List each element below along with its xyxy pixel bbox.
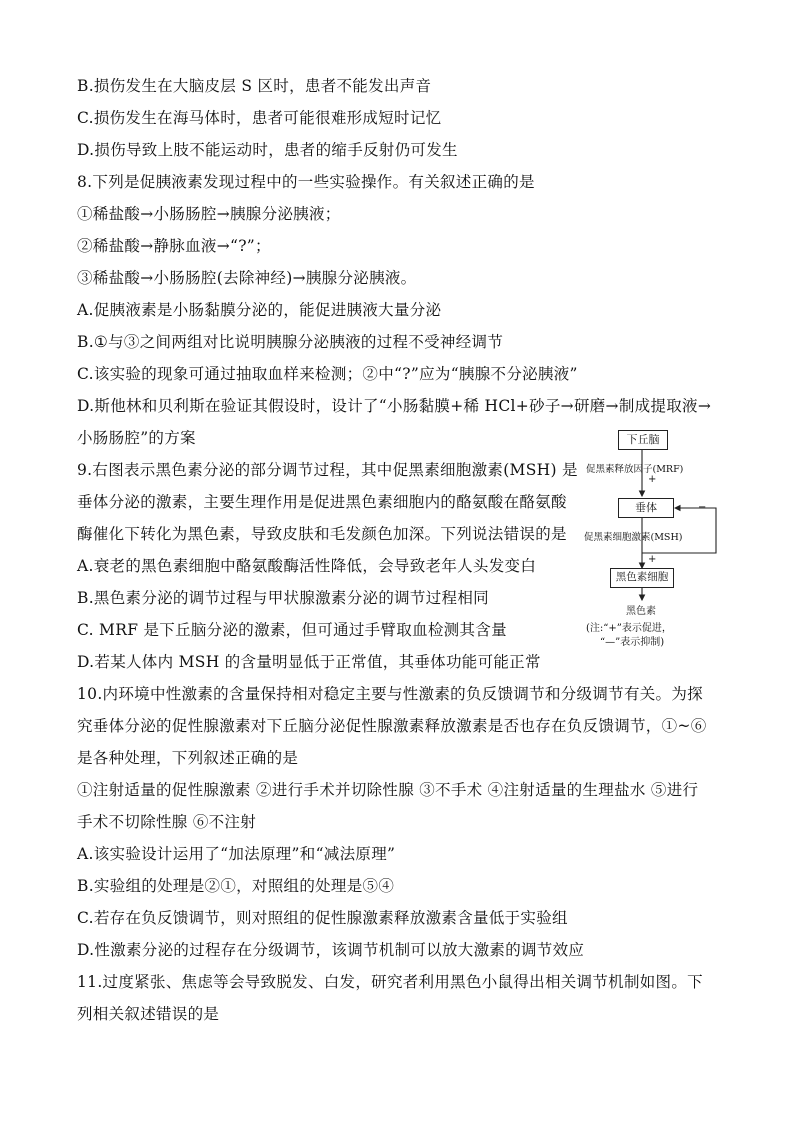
option-8a: A.促胰液素是小肠黏膜分泌的，能促进胰液大量分泌 (77, 301, 442, 319)
question-11-stem: 11.过度紧张、焦虑等会导致脱发、白发，研究者利用黑色小鼠得出相关调节机制如图。下 (77, 973, 703, 991)
text-line-2: C.损伤发生在海马体时，患者可能很难形成短时记忆 (77, 109, 442, 127)
treatments: ①注射适量的促性腺激素 ②进行手术并切除性腺 ③不手术 ④注射适量的生理盐水 ⑤进行 (77, 781, 699, 799)
question-9-stem-3: 酶催化下转化为黑色素，导致皮肤和毛发颜色加深。下列说法错误的是 (77, 525, 567, 543)
option-8b: B.①与③之间两组对比说明胰腺分泌胰液的过程不受神经调节 (77, 333, 504, 351)
plus-sign-1: + (648, 474, 657, 485)
plus-sign-2: + (648, 554, 657, 565)
procedure-2: ②稀盐酸→静脉血液→“?”； (77, 237, 271, 255)
question-10-stem: 10.内环境中性激素的含量保持相对稳定主要与性激素的负反馈调节和分级调节有关。为探 (77, 685, 703, 703)
text-line-1: B.损伤发生在大脑皮层 S 区时，患者不能发出声音 (77, 77, 432, 95)
box-melanocyte: 黑色素细胞 (610, 568, 674, 588)
option-10b: B.实验组的处理是②①，对照组的处理是⑤④ (77, 877, 395, 895)
minus-sign: − (698, 502, 707, 513)
question-8-stem: 8.下列是促胰液素发现过程中的一些实验操作。有关叙述正确的是 (77, 173, 535, 191)
option-8d-cont: 小肠肠腔”的方案 (77, 429, 196, 447)
question-9-stem: 9.右图表示黑色素分泌的部分调节过程，其中促黑素细胞激素(MSH) 是 (77, 461, 578, 479)
label-msh: 促黑素细胞激素(MSH) (584, 532, 683, 543)
label-melanin: 黑色素 (626, 606, 656, 617)
option-8c: C.该实验的现象可通过抽取血样来检测；②中“?”应为“胰腺不分泌胰液” (77, 365, 578, 383)
question-11-stem-2: 列相关叙述错误的是 (77, 1005, 220, 1023)
treatments-cont: 手术不切除性腺 ⑥不注射 (77, 813, 257, 831)
label-mrf: 促黑素释放因子(MRF) (586, 464, 684, 475)
box-pituitary: 垂体 (618, 498, 674, 518)
box-hypothalamus: 下丘脑 (618, 430, 668, 450)
question-9-stem-2: 垂体分泌的激素，主要生理作用是促进黑色素细胞内的酪氨酸在酪氨酸 (77, 493, 567, 511)
procedure-1: ①稀盐酸→小肠肠腔→胰腺分泌胰液； (77, 205, 341, 223)
option-10c: C.若存在负反馈调节，则对照组的促性腺激素释放激素含量低于实验组 (77, 909, 568, 927)
procedure-3: ③稀盐酸→小肠肠腔(去除神经)→胰腺分泌胰液。 (77, 269, 417, 287)
option-9b: B.黑色素分泌的调节过程与甲状腺激素分泌的调节过程相同 (77, 589, 489, 607)
question-10-stem-3: 是各种处理，下列叙述正确的是 (77, 749, 299, 767)
text-line-3: D.损伤导致上肢不能运动时，患者的缩手反射仍可发生 (77, 141, 458, 159)
option-9c: C. MRF 是下丘脑分泌的激素，但可通过手臂取血检测其含量 (77, 621, 507, 639)
option-9a: A.衰老的黑色素细胞中酪氨酸酶活性降低，会导致老年人头发变白 (77, 557, 537, 575)
option-8d: D.斯他林和贝利斯在验证其假设时，设计了“小肠黏膜+稀 HCl+砂子→研磨→制成提取液→ (77, 397, 712, 415)
note-line-1: (注:“+”表示促进， (586, 623, 672, 634)
option-10d: D.性激素分泌的过程存在分级调节，该调节机制可以放大激素的调节效应 (77, 941, 585, 959)
option-9d: D.若某人体内 MSH 的含量明显低于正常值，其垂体功能可能正常 (77, 653, 541, 671)
note-line-2: “—”表示抑制) (600, 637, 665, 648)
question-10-stem-2: 究垂体分泌的促性腺激素对下丘脑分泌促性腺激素释放激素是否也存在负反馈调节，①~⑥ (77, 717, 707, 735)
msh-regulation-diagram (582, 428, 732, 658)
option-10a: A.该实验设计运用了“加法原理”和“减法原理” (77, 845, 396, 863)
